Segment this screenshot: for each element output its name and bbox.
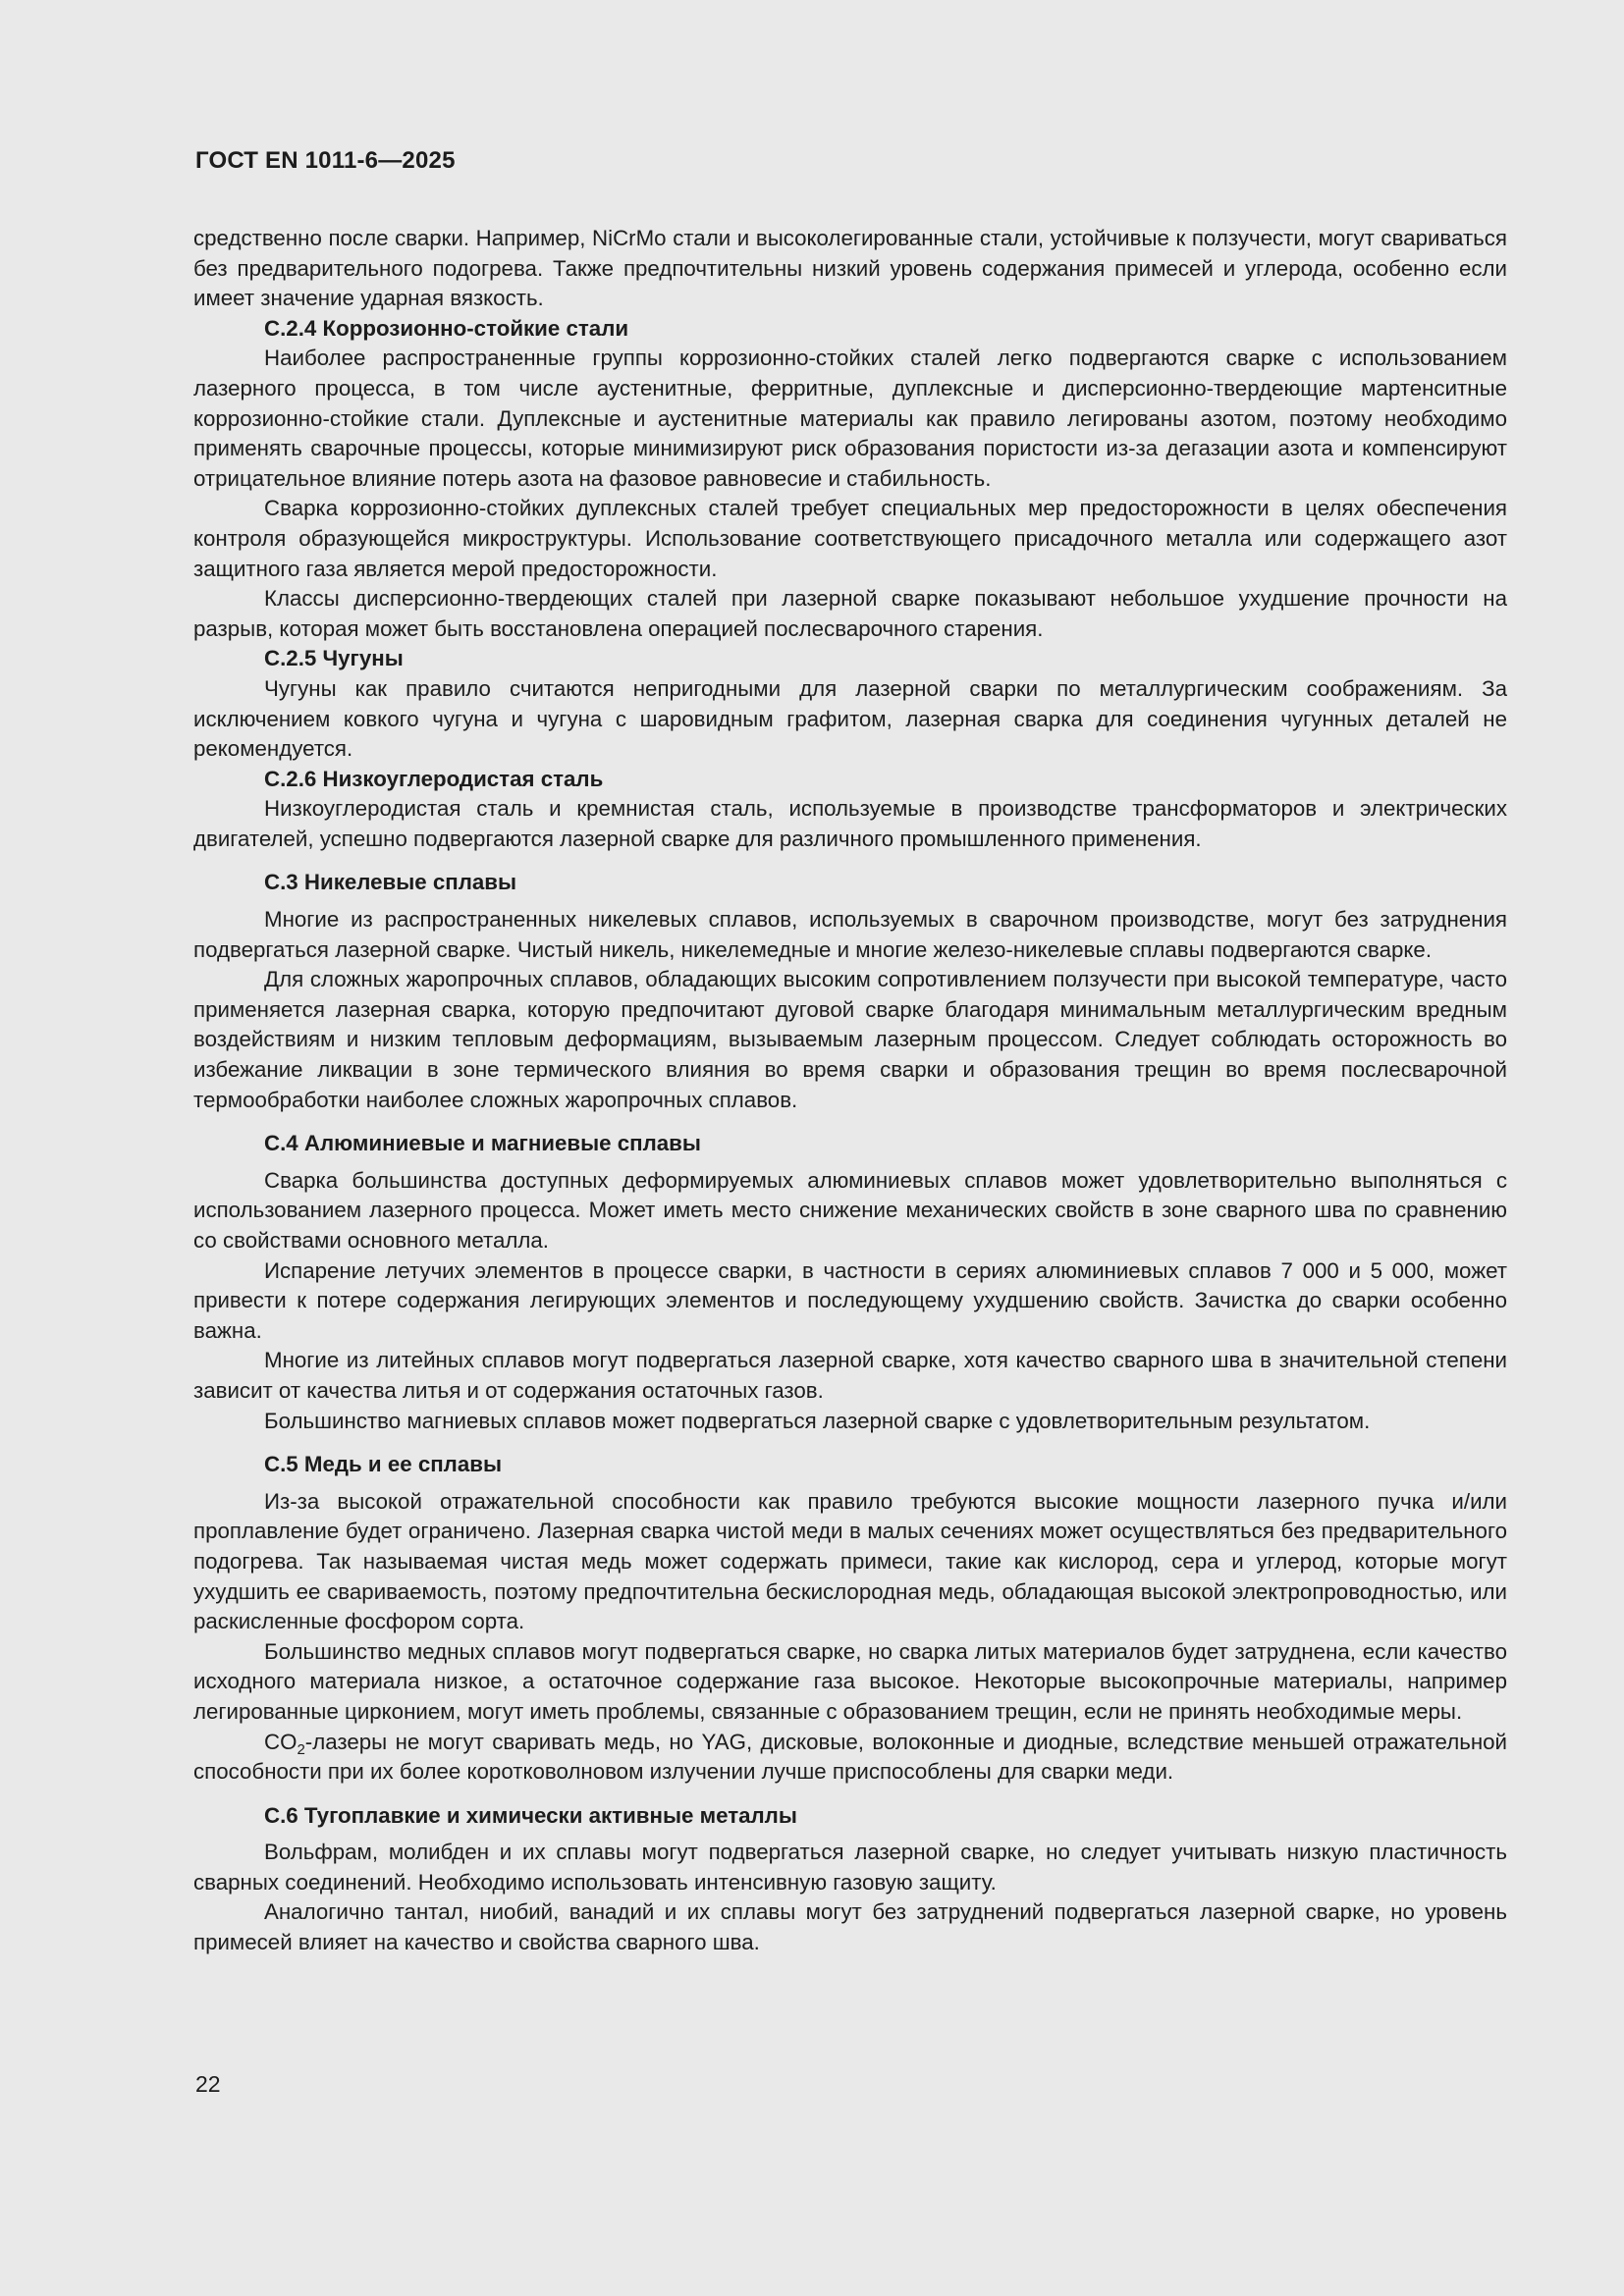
paragraph-intro: средственно после сварки. Например, NiCrMo стали и высоколегированные стали, устойчивые к ползучести, могут свариваться без предварительного подогрева. Также предпочтительны низкий уровень содержания примесей и углерода, особенно если имеет значение ударная вязкость. [193, 226, 1507, 311]
heading-c24: С.2.4 Коррозионно-стойкие стали [264, 315, 629, 341]
paragraph-c5-1: Из-за высокой отражательной способности как правило требуются высокие мощности лазерного пучка и/или проплавление будет ограничено. Лазерная сварка чистой меди в малых сечениях может осуществляться без предварительного подогрева. Так называемая чистая медь может содержать примеси, такие как кислород, сера и углерод, которые могут ухудшить ее свариваемость, поэтому предпочтительна бескислородная медь, обладающая высокой электропроводностью, или раскисленные фосфором сорта. [193, 1488, 1507, 1634]
paragraph-c4-4: Большинство магниевых сплавов может подвергаться лазерной сварке с удовлетворительным результатом. [264, 1408, 1371, 1433]
paragraph-c3-2: Для сложных жаропрочных сплавов, обладающих высоким сопротивлением ползучести при высокой температуре, часто применяется лазерная сварка, которую предпочитают дуговой сварке благодаря минимальным металлургическим вредным воздействиям и низким тепловым деформациям, вызываемым лазерным процессом. Следует соблюдать осторожность во избежание ликвации в зоне термического влияния во время сварки и образования трещин во время послесварочной термообработки наиболее сложных жаропрочных сплавов. [193, 967, 1507, 1112]
paragraph-c6-2: Аналогично тантал, ниобий, ванадий и их сплавы могут без затруднений подвергаться лазерной сварке, но уровень примесей влияет на качество и свойства сварного шва. [193, 1899, 1507, 1955]
heading-c3: С.3 Никелевые сплавы [264, 870, 517, 895]
paragraph-c5-3 [193, 1728, 1507, 1788]
page-number: 22 [195, 2071, 221, 2097]
paragraph-c5-2: Большинство медных сплавов могут подвергаться сварке, но сварка литых материалов будет затруднена, если качество исходного материала низкое, а остаточное содержание газа высокое. Некоторые высокопрочные материалы, например легированные цирконием, могут иметь проблемы, связанные с образованием трещин, если не принять необходимые меры. [193, 1638, 1507, 1724]
paragraph-c4-3: Многие из литейных сплавов могут подвергаться лазерной сварке, хотя качество сварного шва в значительной степени зависит от качества литья и от содержания остаточных газов. [193, 1348, 1507, 1403]
co2-prefix: CO [264, 1729, 298, 1754]
paragraph-c24-2: Сварка коррозионно-стойких дуплексных сталей требует специальных мер предосторожности в целях обеспечения контроля образующейся микроструктуры. Использование соответствующего присадочного металла или содержащего азот защитного газа является мерой предосторожности. [193, 496, 1507, 581]
paragraph-c24-1: Наиболее распространенные группы коррозионно-стойких сталей легко подвергаются сварке с использованием лазерного процесса, в том числе аустенитные, ферритные, дуплексные и дисперсионно-твердеющие мартенситные коррозионно-стойкие стали. Дуплексные и аустенитные материалы как правило легированы азотом, поэтому необходимо применять сварочные процессы, которые минимизируют риск образования пористости из-за дегазации азота и компенсируют отрицательное влияние потерь азота на фазовое равновесие и стабильность. [193, 346, 1507, 491]
paragraph-c24-3: Классы дисперсионно-твердеющих сталей при лазерной сварке показывают небольшое ухудшение прочности на разрыв, которая может быть восстановлена операцией послесварочного старения. [193, 586, 1507, 641]
document-body [193, 224, 1507, 1958]
heading-c5: С.5 Медь и ее сплавы [264, 1452, 502, 1477]
paragraph-c6-1: Вольфрам, молибден и их сплавы могут подвергаться лазерной сварке, но следует учитывать низкую пластичность сварных соединений. Необходимо использовать интенсивную газовую защиту. [193, 1840, 1507, 1895]
co2-subscript: 2 [297, 1740, 305, 1758]
heading-c6: С.6 Тугоплавкие и химически активные металлы [264, 1802, 797, 1828]
paragraph-c25-1: Чугуны как правило считаются непригодными для лазерной сварки по металлургическим соображениям. За исключением ковкого чугуна и чугуна с шаровидным графитом, лазерная сварка для соединения чугунных деталей не рекомендуется. [193, 675, 1507, 762]
heading-c26: С.2.6 Низкоуглеродистая сталь [264, 766, 604, 791]
document-header: ГОСТ EN 1011-6—2025 [195, 147, 456, 174]
paragraph-c4-1: Сварка большинства доступных деформируемых алюминиевых сплавов может удовлетворительно выполняться с использованием лазерного процесса. Может иметь место снижение механических свойств в зоне сварного шва по сравнению со свойствами основного металла. [193, 1167, 1507, 1253]
paragraph-c4-2: Испарение летучих элементов в процессе сварки, в частности в сериях алюминиевых сплавов 7 000 и 5 000, может привести к потере содержания легирующих элементов и последующему ухудшению свойств. Зачистка до сварки особенно важна. [193, 1257, 1507, 1343]
paragraph-c26-1: Низкоуглеродистая сталь и кремнистая сталь, используемые в производстве трансформаторов и электрических двигателей, успешно подвергаются лазерной сварке для различного промышленного применения. [193, 796, 1507, 851]
paragraph-c3-1: Многие из распространенных никелевых сплавов, используемых в сварочном производстве, могут без затруднения подвергаться лазерной сварке. Чистый никель, никелемедные и многие железо-никелевые сплавы подвергаются сварке. [193, 907, 1507, 962]
heading-c4: С.4 Алюминиевые и магниевые сплавы [264, 1131, 701, 1156]
paragraph-c5-3-text: -лазеры не могут сваривать медь, но YAG, дисковые, волоконные и диодные, вследствие меньшей отражательной способности при их более коротковолновом излучении лучше приспособлены для сварки меди. [193, 1729, 1507, 1785]
heading-c25: С.2.5 Чугуны [264, 646, 404, 671]
